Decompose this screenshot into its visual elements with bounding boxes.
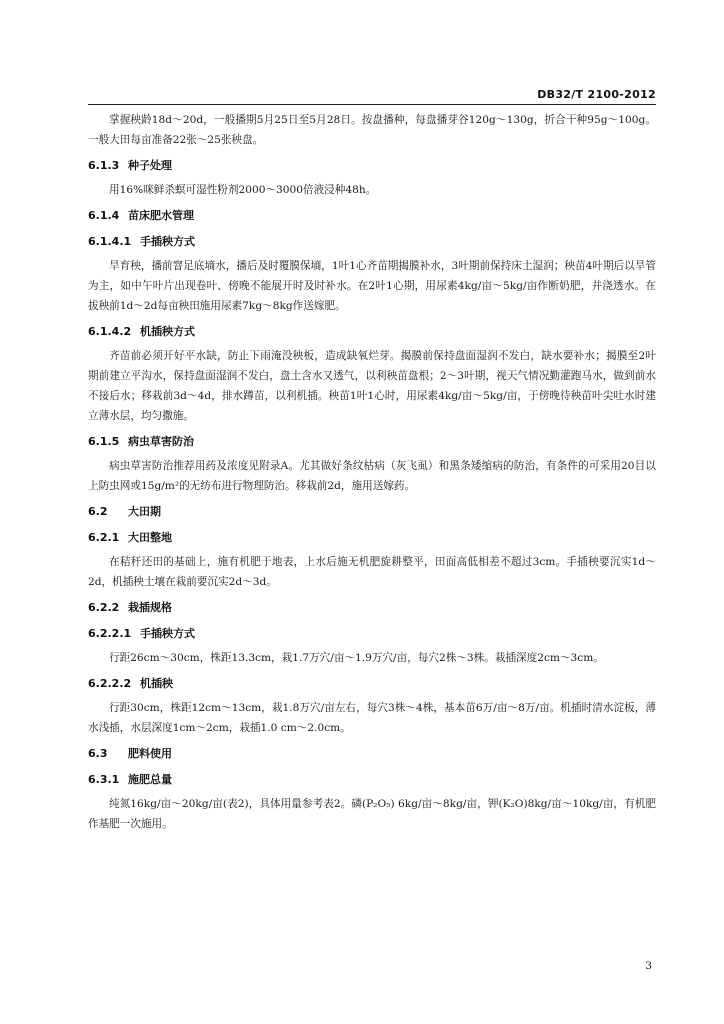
heading-6-1-5 [88,432,656,452]
header-rule [88,104,656,105]
heading-6-1-3 [88,156,656,176]
section-number: 6.1.3 [88,159,120,172]
section-number: 6.1.4.2 [88,325,132,338]
section-number: 6.1.4 [88,209,120,222]
heading-6-1-4-1 [88,232,656,252]
paragraph-field-preparation: 在秸秆还田的基础上，施有机肥于地表，上水后施无机肥旋耕整平，田面高低相差不超过3cm。手插秧要沉实1d～2d，机插秧土壤在栽前要沉实2d～3d。 [88,556,656,588]
section-title: 大田期 [128,505,161,518]
paragraph-machine-transplant-nursery: 齐苗前必须开好平水缺，防止下雨淹没秧板，造成缺氧烂芽。揭膜前保持盘面湿润不发白，缺水要补水；揭膜至2叶期前建立平沟水，保持盘面湿润不发白，盘土含水又透气，以利秧苗盘根；2～3叶期，视天气情况勤灌跑马水，做到前水不接后水；移栽前3d～4d，排水蹲苗，以利机插。秧苗1叶1心时，用尿素4kg/亩～5kg/亩，于傍晚待秧苗叶尖吐水时建立薄水层，均匀撒施。 [88,350,656,422]
section-title: 大田整地 [128,531,172,544]
paragraph-fertilizer-total: 纯氮16kg/亩～20kg/亩(表2)，具体用量参考表2。磷(P₂O₅) 6kg/亩～8kg/亩，钾(K₂O)8kg/亩～10kg/亩，有机肥作基肥一次施用。 [88,798,656,830]
section-number: 6.1.4.1 [88,235,132,248]
heading-6-2-2-1 [88,624,656,644]
heading-6-2-1 [88,528,656,548]
section-number: 6.3 [88,747,108,760]
section-number: 6.2.2.2 [88,677,132,690]
paragraph-seedling-age: 掌握秧龄18d～20d，一般播期5月25日至5月28日。按盘播种，每盘播芽谷120g～130g，折合干种95g～100g。一般大田每亩准备22张～25张秧盘。 [88,114,656,146]
heading-6-2 [88,502,656,522]
heading-6-1-4-2 [88,322,656,342]
section-title: 肥料使用 [128,747,172,760]
section-title: 机插秧 [140,677,173,690]
section-number: 6.1.5 [88,435,120,448]
section-number: 6.2.1 [88,531,120,544]
heading-6-3 [88,744,656,764]
heading-6-3-1 [88,770,656,790]
standard-code: DB32/T 2100-2012 [537,88,656,101]
heading-6-2-2 [88,598,656,618]
section-title: 手插秧方式 [140,627,195,640]
section-title: 机插秧方式 [140,325,195,338]
section-number: 6.2.2.1 [88,627,132,640]
paragraph-hand-transplant-spec: 行距26cm～30cm，株距13.3cm，栽1.7万穴/亩～1.9万穴/亩，每穴2株～3株。栽插深度2cm～3cm。 [109,652,604,664]
paragraph-pest-control: 病虫草害防治推荐用药及浓度见附录A。尤其做好条纹枯病（灰飞虱）和黑条矮缩病的防治，有条件的可采用20目以上防虫网或15g/m²的无纺布进行物理防治。移栽前2d，施用送嫁药。 [88,460,656,492]
section-number: 6.3.1 [88,773,120,786]
heading-6-2-2-2 [88,674,656,694]
section-title: 手插秧方式 [140,235,195,248]
section-number: 6.2.2 [88,601,120,614]
document-body [88,110,656,834]
section-title: 病虫草害防治 [128,435,194,448]
paragraph-hand-transplant-nursery: 旱育秧，播前窨足底墒水，播后及时覆膜保墒，1叶1心齐苗期揭膜补水，3叶期前保持床土湿润；秧苗4叶期后以旱管为主，如中午叶片出现卷叶、傍晚不能展开时及时补水。在2叶1心期，用尿素4kg/亩～5kg/亩作断奶肥，并浇透水。在拔秧前1d～2d每亩秧田施用尿素7kg～8kg作送嫁肥。 [88,260,656,312]
section-title: 施肥总量 [128,773,172,786]
section-title: 栽插规格 [128,601,172,614]
section-title: 苗床肥水管理 [128,209,194,222]
heading-6-1-4 [88,206,656,226]
paragraph-machine-transplant-spec: 行距30cm，株距12cm～13cm，栽1.8万穴/亩左右，每穴3株～4株，基本苗6万/亩～8万/亩。机插时清水淀板，薄水浅插，水层深度1cm～2cm，栽插1.0 cm～2.0cm。 [88,702,656,734]
section-title: 种子处理 [128,159,172,172]
section-number: 6.2 [88,505,108,518]
paragraph-seed-treatment: 用16%咪鲜杀螟可湿性粉剂2000～3000倍液浸种48h。 [109,184,377,196]
page-number: 3 [645,960,652,972]
